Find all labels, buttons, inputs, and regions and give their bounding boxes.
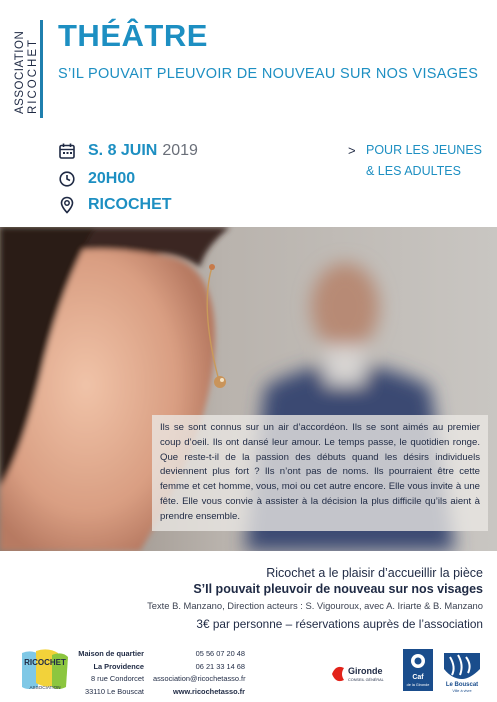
ricochet-logo-subtext: ASSOCIATION <box>29 685 61 690</box>
event-place-row <box>58 196 172 214</box>
ricochet-logo-text: RICOCHET <box>24 658 66 667</box>
address-street: 8 rue Condorcet <box>91 674 144 684</box>
website-link[interactable]: www.ricochetasso.fr <box>172 686 245 696</box>
gironde-logo-text: Gironde <box>348 666 383 676</box>
accent-divider <box>40 20 43 118</box>
synopsis-text: Ils se sont connus sur un air d’accordéon. Ils se sont aimés au premier coup d’oeil. Ils ont dansé leur amour. Le temps passe, le quotidien ronge. Que reste-t-il de la passion des débuts quand les désirs individuels deviennent plus fort ? Ils n’ont pas de noms. Ils pourraient être cette femme et cet homme, vous, moi ou cet autre encore. Elle vous invite à une fête. Elle vous convie à assister à la décision la plus difficile qu’ils aient à prendre ensemble. <box>152 415 488 531</box>
ricochet-logo <box>18 647 72 693</box>
event-date: S. 8 JUIN <box>88 142 158 159</box>
email-link[interactable]: association@ricochetasso.fr <box>153 674 246 684</box>
event-time-row <box>58 170 135 188</box>
address-label1: Maison de quartier <box>78 649 144 658</box>
calendar-icon <box>58 142 76 160</box>
event-year: 2019 <box>162 142 198 159</box>
page-title: THÉÂTRE <box>58 18 208 53</box>
location-pin-icon <box>58 196 76 214</box>
chevron-right-icon: > <box>348 143 356 158</box>
association-label-line2: RICOCHET <box>27 37 39 114</box>
phone-2: 06 21 33 14 68 <box>195 661 245 671</box>
audience-line2: & LES ADULTES <box>366 164 461 178</box>
gironde-logo-subtext: CONSEIL GÉNÉRAL <box>348 678 384 682</box>
phone-1: 05 56 07 20 48 <box>195 649 245 658</box>
page-subtitle: S’IL POUVAIT PLEUVOIR DE NOUVEAU SUR NOS VISAGES <box>58 66 479 82</box>
association-label-line1: ASSOCIATION <box>14 30 26 114</box>
event-time: 20H00 <box>88 170 136 187</box>
le-bouscat-logo-text: Le Bouscat <box>445 682 479 688</box>
le-bouscat-logo <box>440 649 484 693</box>
le-bouscat-logo-subtext: Ville à vivre <box>452 689 472 693</box>
caf-logo <box>403 649 433 691</box>
gironde-logo <box>330 660 390 686</box>
presentation-play-title: S’Il pouvait pleuvoir de nouveau sur nos visages <box>193 582 483 596</box>
address-block <box>72 648 144 698</box>
audience-note <box>348 140 482 182</box>
clock-icon <box>58 170 76 188</box>
presentation-intro: Ricochet a le plaisir d’accueillir la pièce <box>266 566 483 580</box>
presentation-credits: Texte B. Manzano, Direction acteurs : S. Vigouroux, avec A. Iriarte & B. Manzano <box>147 600 483 611</box>
presentation-price: 3€ par personne – réservations auprès de l’association <box>196 617 483 631</box>
event-date-row <box>58 142 198 160</box>
address-label2: La Providence <box>93 661 144 671</box>
caf-logo-subtext: de la Gironde <box>406 683 430 687</box>
contact-block <box>153 648 245 698</box>
address-city: 33110 Le Bouscat <box>84 686 144 696</box>
audience-line1: POUR LES JEUNES <box>366 143 483 157</box>
event-place: RICOCHET <box>88 196 172 213</box>
caf-logo-text: Caf <box>412 674 424 681</box>
